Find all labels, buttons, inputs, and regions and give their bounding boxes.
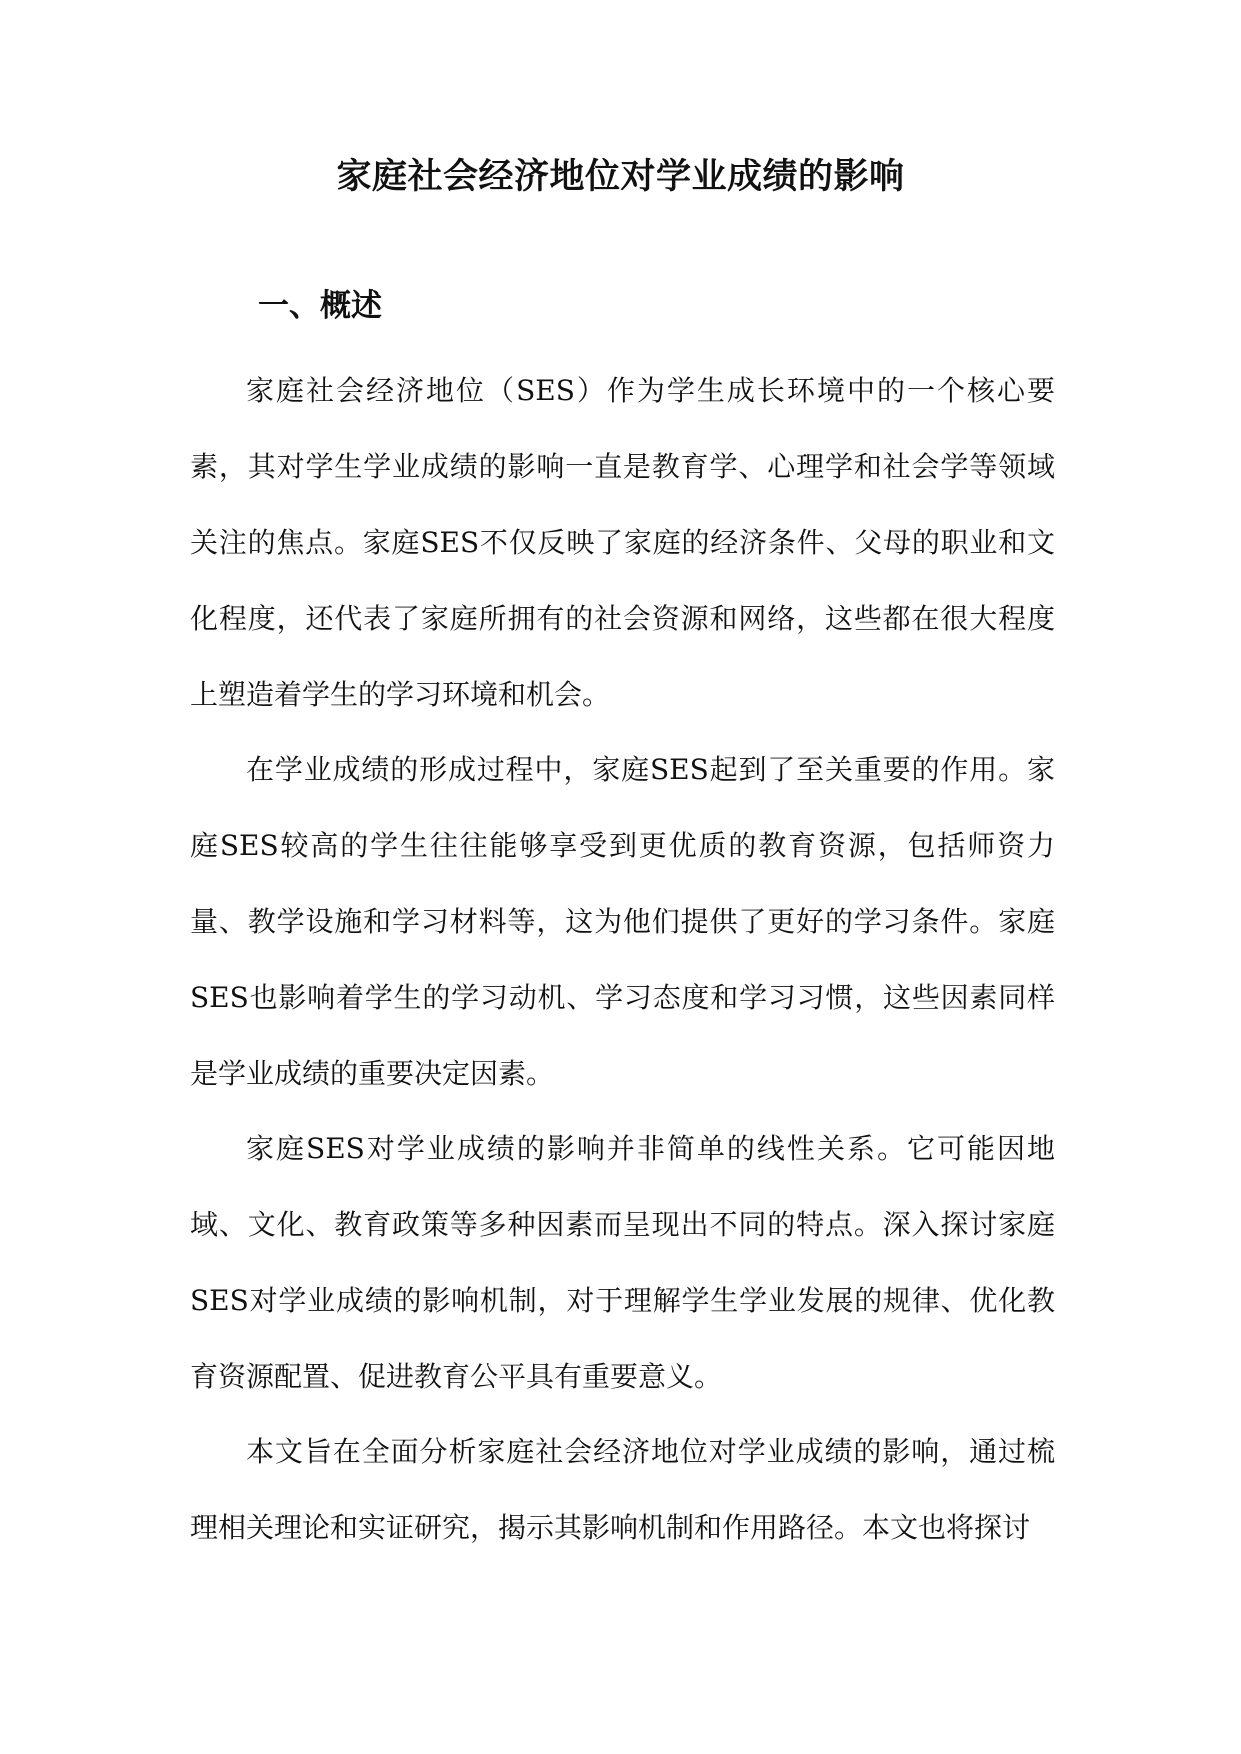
document-title: 家庭社会经济地位对学业成绩的影响 <box>336 157 905 197</box>
section-heading: 一、概述 <box>258 288 382 324</box>
paragraph: 在学业成绩的形成过程中，家庭SES起到了至关重要的作用。家庭SES较高的学生往往能够享受到更优质的教育资源，包括师资力量、教学设施和学习材料等，这为他们提供了更好的学习条件。家庭SES也影响着学生的学习动机、学习态度和学习习惯，这些因素同样是学业成绩的重要决定因素。 <box>190 753 1055 1090</box>
paragraph: 本文旨在全面分析家庭社会经济地位对学业成绩的影响，通过梳理相关理论和实证研究，揭示其影响机制和作用路径。本文也将探讨 <box>190 1435 1055 1544</box>
paragraph: 家庭SES对学业成绩的影响并非简单的线性关系。它可能因地域、文化、教育政策等多种因素而呈现出不同的特点。深入探讨家庭SES对学业成绩的影响机制，对于理解学生学业发展的规律、优化教育资源配置、促进教育公平具有重要意义。 <box>190 1132 1055 1393</box>
paragraph: 家庭社会经济地位（SES）作为学生成长环境中的一个核心要素，其对学生学业成绩的影响一直是教育学、心理学和社会学等领域关注的焦点。家庭SES不仅反映了家庭的经济条件、父母的职业和文化程度，还代表了家庭所拥有的社会资源和网络，这些都在很大程度上塑造着学生的学习环境和机会。 <box>190 374 1055 711</box>
